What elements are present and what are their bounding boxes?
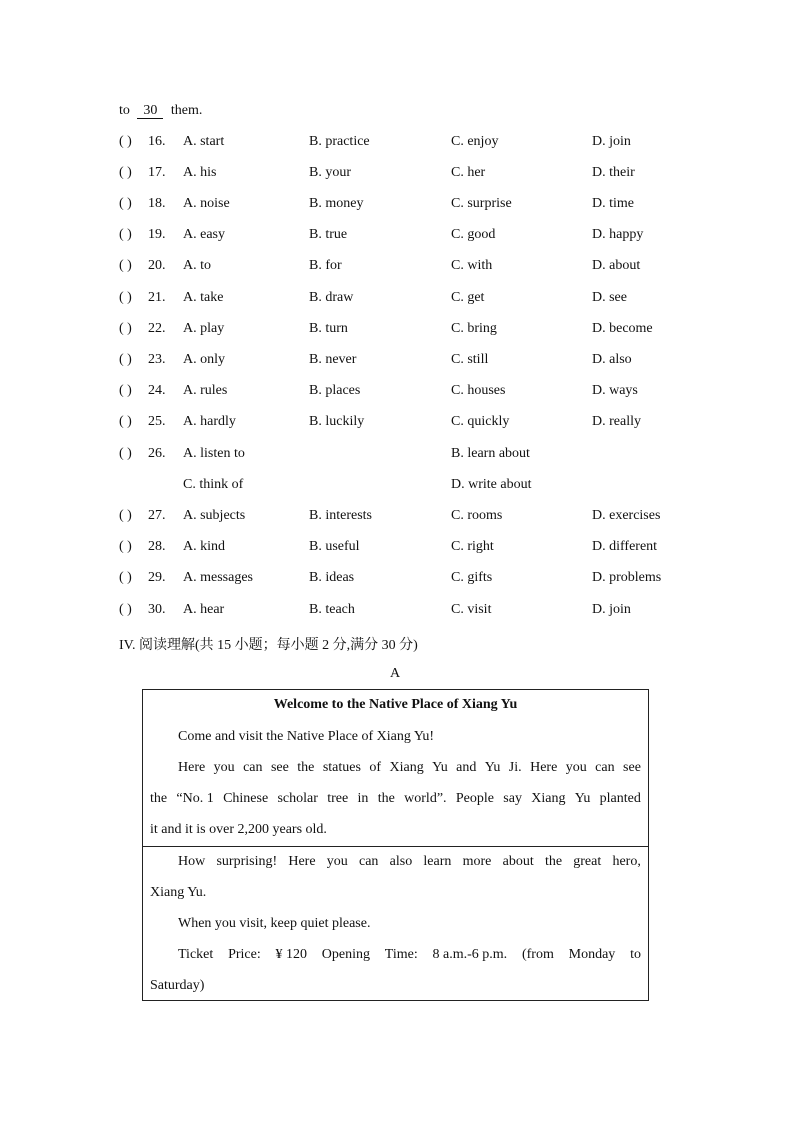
answer-blank: ( ) [119,321,132,336]
word: ¥ 120 [275,947,307,962]
option: D. different [592,539,658,554]
passage-intro-line [119,103,202,119]
option: D. become [592,321,653,336]
option: A. messages [183,570,253,585]
word: the [150,791,168,806]
question-number: 30. [148,602,166,617]
notice-title: Welcome to the Native Place of Xiang Yu [273,697,518,712]
word: Price: [228,947,261,962]
word: you [565,760,587,775]
word: surprising! [216,854,278,869]
option: A. to [183,258,211,273]
word: How [178,854,206,869]
word: Ticket [178,947,214,962]
word: Here [288,854,316,869]
question-row [0,196,794,216]
notice-paragraph-2-line-1 [178,760,641,776]
notice-paragraph-5-line-1 [178,947,641,963]
option: A. easy [183,227,225,242]
option: C. visit [451,602,492,617]
option: B. useful [309,539,360,554]
question-row [0,602,794,622]
question-row [0,290,794,310]
option: C. think of [183,477,244,492]
option: C. bring [451,321,497,336]
question-row [0,383,794,403]
word: planted [599,791,641,806]
question-number: 17. [148,165,166,180]
question-row [0,508,794,528]
option: C. surprise [451,196,512,211]
word: statues [322,760,361,775]
option: A. subjects [183,508,246,523]
word: see [623,760,641,775]
option: D. exercises [592,508,661,523]
option: C. rooms [451,508,503,523]
word: and [456,760,477,775]
question-number: 26. [148,446,166,461]
option: D. see [592,290,627,305]
question-number: 28. [148,539,166,554]
option: A. take [183,290,224,305]
question-row [0,134,794,154]
word: the [544,854,563,869]
option: B. for [309,258,342,273]
option: A. hear [183,602,225,617]
word: Yu [432,760,448,775]
option: D. join [592,602,631,617]
answer-blank: ( ) [119,258,132,273]
word: Yu [484,760,501,775]
word: also [389,854,413,869]
option: A. noise [183,196,230,211]
question-row [0,477,794,497]
word: Xiang [531,791,566,806]
option: D. their [592,165,635,180]
notice-paragraph-1: Come and visit the Native Place of Xiang Yu! [178,729,435,744]
word: can [243,760,263,775]
option: B. ideas [309,570,355,585]
notice-paragraph-2-line-3: it and it is over 2,200 years old. [150,822,327,837]
answer-blank: ( ) [119,446,132,461]
answer-blank: ( ) [119,290,132,305]
answer-blank: ( ) [119,539,132,554]
answer-blank: ( ) [119,165,132,180]
intro-suffix: them. [170,103,203,118]
notice-paragraph-3-line-1 [178,854,641,870]
word: you [326,854,348,869]
option: B. interests [309,508,372,523]
option: A. only [183,352,225,367]
word: Monday [568,947,616,962]
word: of [369,760,382,775]
notice-paragraph-2-line-2 [150,791,641,807]
option: D. about [592,258,641,273]
answer-blank: ( ) [119,414,132,429]
question-number: 18. [148,196,166,211]
word: Time: [384,947,418,962]
option: D. write about [451,477,532,492]
word: the [297,760,315,775]
word: can [595,760,615,775]
question-number: 25. [148,414,166,429]
word: learn [423,854,452,869]
option: B. your [309,165,351,180]
question-number: 24. [148,383,166,398]
word: tree [327,791,349,806]
option: B. luckily [309,414,365,429]
answer-blank: ( ) [119,570,132,585]
word: can [358,854,379,869]
word: Yu [574,791,591,806]
answer-blank: ( ) [119,383,132,398]
option: B. places [309,383,361,398]
passage-label: A [390,666,401,681]
word: scholar [277,791,318,806]
question-row [0,352,794,372]
word: 8 a.m.-6 p.m. [432,947,508,962]
answer-blank: ( ) [119,352,132,367]
word: in [357,791,369,806]
answer-blank: ( ) [119,227,132,242]
option: B. money [309,196,364,211]
word: you [213,760,235,775]
word: see [270,760,289,775]
option: A. kind [183,539,225,554]
question-row [0,165,794,185]
word: Xiang [389,760,424,775]
option: A. his [183,165,217,180]
question-number: 27. [148,508,166,523]
notice-paragraph-3-line-2: Xiang Yu. [150,885,207,900]
option: D. problems [592,570,662,585]
word: world”. [404,791,447,806]
word: about [502,854,534,869]
word: Here [178,760,206,775]
answer-blank: ( ) [119,602,132,617]
option: D. happy [592,227,644,242]
option: C. good [451,227,496,242]
option: C. enjoy [451,134,499,149]
option: A. hardly [183,414,236,429]
option: B. draw [309,290,354,305]
option: B. true [309,227,348,242]
answer-blank: ( ) [119,196,132,211]
option: B. learn about [451,446,530,461]
question-row [0,539,794,559]
option: A. play [183,321,225,336]
option: D. join [592,134,631,149]
question-row [0,258,794,278]
option: A. start [183,134,225,149]
answer-blank: ( ) [119,134,132,149]
option: D. ways [592,383,638,398]
option: B. turn [309,321,348,336]
question-row [0,321,794,341]
question-row [0,227,794,247]
option: C. still [451,352,489,367]
question-number: 20. [148,258,166,273]
notice-box [142,689,649,1001]
option: B. never [309,352,357,367]
word: Opening [321,947,370,962]
question-number: 29. [148,570,166,585]
intro-prefix: to [119,103,130,118]
question-number: 21. [148,290,166,305]
word: Chinese [223,791,269,806]
question-number: 19. [148,227,166,242]
question-number: 22. [148,321,166,336]
option: C. houses [451,383,506,398]
option: A. listen to [183,446,245,461]
blank-30: 30 [137,103,163,119]
option: C. her [451,165,486,180]
notice-divider [143,846,648,847]
option: B. practice [309,134,370,149]
word: People [455,791,494,806]
option: C. with [451,258,493,273]
question-number: 23. [148,352,166,367]
question-row [0,446,794,466]
word: to [630,947,641,962]
question-number: 16. [148,134,166,149]
word: hero, [612,854,641,869]
section-heading: IV. 阅读理解(共 15 小题；每小题 2 分,满分 30 分) [119,638,418,653]
answer-blank: ( ) [119,508,132,523]
word: say [503,791,522,806]
option: D. really [592,414,641,429]
word: Ji. [508,760,522,775]
option: A. rules [183,383,228,398]
option: C. right [451,539,494,554]
question-row [0,570,794,590]
word: more [462,854,492,869]
word: the [377,791,395,806]
option: B. teach [309,602,355,617]
option: C. quickly [451,414,510,429]
option: D. time [592,196,634,211]
word: “No. 1 [176,791,214,806]
word: great [573,854,602,869]
word: (from [521,947,554,962]
question-row [0,414,794,434]
notice-paragraph-4: When you visit, keep quiet please. [178,916,371,931]
word: Here [530,760,558,775]
option: C. get [451,290,485,305]
option: D. also [592,352,632,367]
option: C. gifts [451,570,493,585]
notice-paragraph-5-line-2: Saturday) [150,978,205,993]
